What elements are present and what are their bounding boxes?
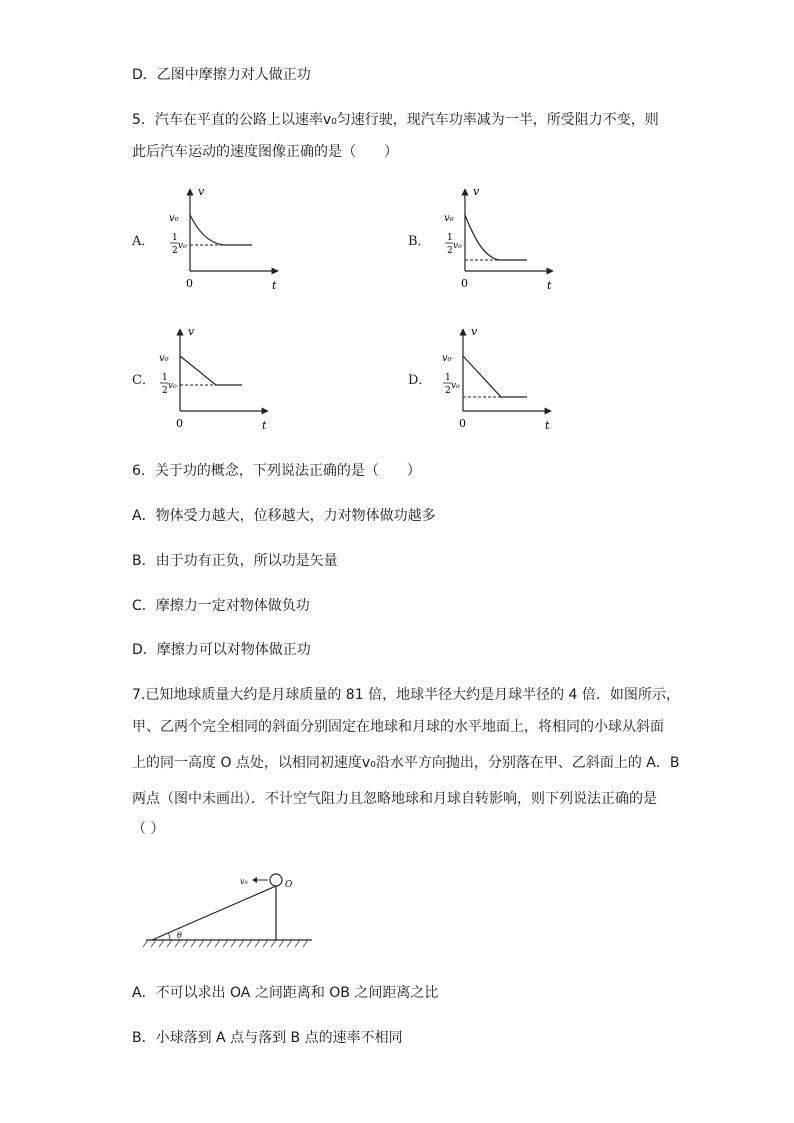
q7-stem-line-1: 7.已知地球质量大约是月球质量的 81 倍，地球半径大约是月球半径的 4 倍．如图所示， <box>132 687 680 703</box>
velocity-curve <box>465 215 527 260</box>
point-o-label: O <box>285 880 293 890</box>
q5-graph-d <box>433 325 568 435</box>
half-v0-label: v₀ <box>178 241 187 251</box>
half-denominator: 2 <box>172 246 178 256</box>
half-denominator: 2 <box>445 386 451 396</box>
half-numerator: 1 <box>162 373 168 383</box>
velocity-line <box>180 356 242 385</box>
q7-stem-line-4: 两点（图中未画出）．不计空气阻力且忽略地球和月球自转影响，则下列说法正确的是 <box>132 791 657 807</box>
t-axis-label: t <box>545 419 550 432</box>
t-axis-label: t <box>272 279 277 292</box>
angle-label: θ <box>177 931 182 940</box>
ground-hatching <box>143 940 308 947</box>
v0-label: v₀ <box>444 213 454 224</box>
q5-graph-b <box>435 185 570 295</box>
q7-stem-line-5: （ ） <box>132 821 165 837</box>
t-axis-label: t <box>262 419 267 432</box>
origin-label: 0 <box>461 277 468 290</box>
ball <box>270 874 282 886</box>
v-axis-label: v <box>198 185 205 198</box>
half-numerator: 1 <box>445 373 451 383</box>
velocity-line <box>463 356 527 397</box>
q5-stem-line-2: 此后汽车运动的速度图像正确的是（ ） <box>132 144 398 160</box>
q6-option-a: A．物体受力越大，位移越大，力对物体做功越多 <box>132 508 436 524</box>
q7-incline-figure <box>140 860 320 955</box>
v0-label: v₀ <box>169 213 179 224</box>
velocity-curve <box>190 215 252 245</box>
v-axis-label: v <box>188 325 195 338</box>
incline-surface <box>152 886 276 940</box>
q5-option-d-label: D． <box>408 373 432 388</box>
half-denominator: 2 <box>162 386 168 396</box>
velocity-label: v₀ <box>240 877 248 886</box>
q4-option-d: D．乙图中摩擦力对人做正功 <box>132 67 311 83</box>
v-axis-label: v <box>473 185 480 198</box>
q7-option-a: A．不可以求出 OA 之间距离和 OB 之间距离之比 <box>132 985 439 1001</box>
v-axis-label: v <box>471 325 478 338</box>
q6-stem: 6．关于功的概念，下列说法正确的是（ ） <box>132 463 421 479</box>
origin-label: 0 <box>176 417 183 430</box>
q5-graph-c <box>150 325 285 435</box>
q6-option-d: D．摩擦力可以对物体做正功 <box>132 642 311 658</box>
q5-option-c-label: C． <box>132 373 155 388</box>
angle-arc <box>169 933 170 940</box>
q7-option-b: B．小球落到 A 点与落到 B 点的速率不相同 <box>132 1030 403 1046</box>
half-numerator: 1 <box>447 233 453 243</box>
origin-label: 0 <box>186 277 193 290</box>
origin-label: 0 <box>459 417 466 430</box>
q5-option-a-label: A． <box>132 234 155 249</box>
q6-option-b: B．由于功有正负，所以功是矢量 <box>132 553 338 569</box>
q5-graph-a <box>160 185 295 295</box>
q6-option-c: C．摩擦力一定对物体做负功 <box>132 598 310 614</box>
q5-stem-line-1: 5．汽车在平直的公路上以速率v₀匀速行驶，现汽车功率减为一半，所受阻力不变，则 <box>132 112 659 128</box>
q7-stem-line-2: 甲、乙两个完全相同的斜面分别固定在地球和月球的水平地面上，将相同的小球从斜面 <box>132 719 664 735</box>
v0-label: v₀ <box>159 353 169 364</box>
v0-label: v₀ <box>442 353 452 364</box>
q7-stem-line-3: 上的同一高度 O 点处，以相同初速度v₀沿水平方向抛出，分别落在甲、乙斜面上的 A．B <box>132 755 680 771</box>
half-v0-label: v₀ <box>451 381 460 391</box>
half-v0-label: v₀ <box>168 381 177 391</box>
t-axis-label: t <box>547 279 552 292</box>
q5-option-b-label: B． <box>408 234 431 249</box>
half-numerator: 1 <box>172 233 178 243</box>
half-v0-label: v₀ <box>453 241 462 251</box>
half-denominator: 2 <box>447 246 453 256</box>
